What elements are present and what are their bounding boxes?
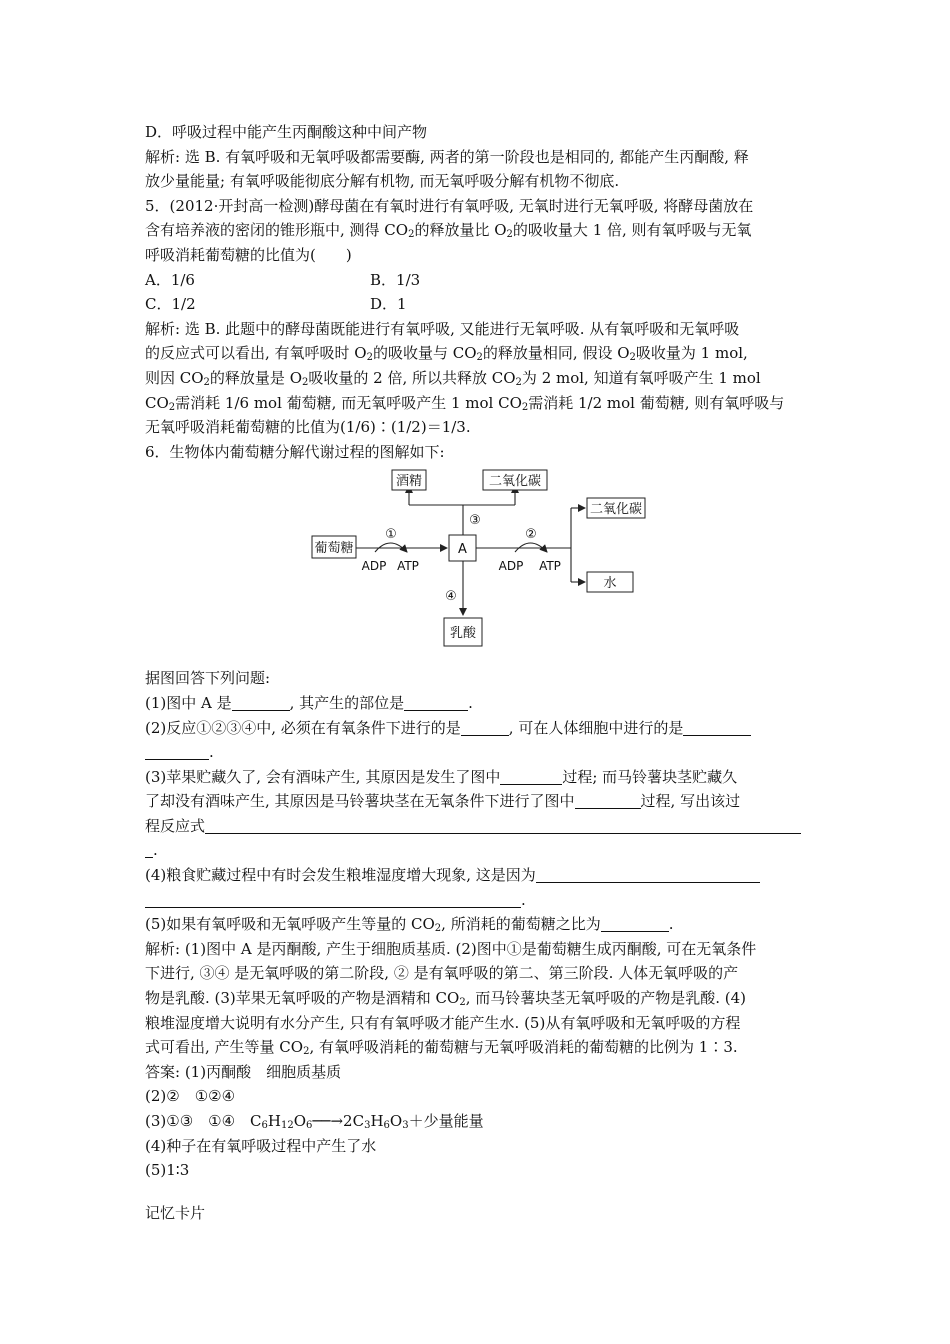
q6-part1: (1)图中 A 是 , 其产生的部位是 . — [145, 693, 473, 712]
q6-part2-line1: (2)反应①②③④中, 必须在有氧条件下进行的是 , 可在人体细胞中进行的是 — [145, 716, 810, 741]
answer-blank[interactable] — [683, 718, 751, 736]
q5-stem-line1: 5．(2012·开封高一检测)酵母菌在有氧时进行有氧呼吸, 无氧时进行无氧呼吸, 将酵母菌放在 — [145, 196, 754, 215]
atp-label-2: ATP — [539, 559, 561, 574]
metabolism-diagram-svg — [145, 468, 810, 664]
q5-options-row1 — [145, 268, 810, 293]
answer-blank[interactable] — [404, 693, 468, 711]
q6-stem: 6．生物体内葡萄糖分解代谢过程的图解如下: — [145, 442, 445, 461]
q5-analysis-line3: 则因 $CO_2$的释放量是 $O_2$吸收量的 2 倍, 所以共释放 $CO_2$为 2 mol, 知道有氧呼吸产生 1 mol — [145, 368, 761, 388]
footer-memory-card: 记忆卡片 — [145, 1203, 206, 1222]
q6-part2-line2: . — [145, 740, 810, 765]
q5-option-d: D．1 — [370, 295, 407, 314]
q6-part4-line2: . — [145, 888, 810, 913]
q5-analysis-line1: 解析: 选 B. 此题中的酵母菌既能进行有氧呼吸, 又能进行无氧呼吸. 从有氧呼吸和无氧呼吸 — [145, 319, 740, 338]
q4-option-d: D．呼吸过程中能产生丙酮酸这种中间产物 — [145, 123, 428, 141]
lactic-label: 乳酸 — [449, 626, 477, 642]
answer-blank[interactable] — [205, 816, 801, 834]
q6-answer-3: (3)①③ ①④ $C_6H_{12}O_6──\to 2C_3H_6O_3+$少量能量 — [145, 1112, 484, 1131]
q5-option-c: C．1/2 — [145, 295, 196, 314]
a-label: A — [458, 542, 467, 558]
atp-label-1: ATP — [397, 559, 419, 574]
q6-part5: (5)如果有氧呼吸和无氧呼吸产生等量的 $CO_2$, 所消耗的葡萄糖之比为 . — [145, 915, 674, 935]
q6-answer-4: (4)种子在有氧呼吸过程中产生了水 — [145, 1136, 377, 1155]
q5-stem-line3: 呼吸消耗葡萄糖的比值为( ) — [145, 245, 352, 264]
q6-analysis-line2: 下进行, ③④ 是无氧呼吸的第二阶段, ② 是有氧呼吸的第二、第三阶段. 人体无氧呼吸的产 — [145, 964, 739, 983]
answer-blank[interactable] — [145, 742, 209, 760]
q6-intro: 据图回答下列问题: — [145, 669, 271, 688]
adp-label-2: ADP — [498, 559, 524, 574]
q6-analysis-line4: 粮堆湿度增大说明有水分产生, 只有有氧呼吸才能产生水. (5)从有氧呼吸和无氧呼吸的方程 — [145, 1013, 741, 1032]
step-1-label: ① — [385, 527, 397, 543]
step-4-label: ④ — [445, 589, 457, 605]
answer-blank[interactable] — [575, 791, 641, 809]
q6-part3-line1: (3)苹果贮藏久了, 会有酒味产生, 其原因是发生了图中 过程; 而马铃薯块茎贮藏久 — [145, 767, 738, 786]
q4-analysis-line2: 放少量能量; 有氧呼吸能彻底分解有机物, 而无氧呼吸分解有机物不彻底. — [145, 172, 620, 191]
answer-blank[interactable] — [461, 718, 509, 736]
q6-part4-line1: (4)粮食贮藏过程中有时会发生粮堆湿度增大现象, 这是因为 — [145, 863, 810, 888]
document-page — [145, 120, 810, 1225]
q6-part3-line3: 程反应式 — [145, 814, 810, 839]
co2-right-label: 二氧化碳 — [589, 502, 643, 518]
alcohol-label: 酒精 — [395, 474, 423, 490]
q6-answer-1: 答案: (1)丙酮酸 细胞质基质 — [145, 1062, 342, 1081]
q6-answer-2: (2)② ①②④ — [145, 1087, 236, 1106]
step-2-label: ② — [525, 527, 537, 543]
q5-analysis-line2: 的反应式可以看出, 有氧呼吸时 $O_2$的吸收量与 $CO_2$的释放量相同, 假设 $O_2$吸收量为 1 mol, — [145, 344, 748, 364]
answer-blank[interactable] — [145, 890, 521, 908]
step-3-label: ③ — [469, 513, 481, 529]
co2-top-label: 二氧化碳 — [488, 474, 542, 490]
q6-analysis-line1: 解析: (1)图中 A 是丙酮酸, 产生于细胞质基质. (2)图中①是葡萄糖生成丙酮酸, 可在无氧条件 — [145, 939, 757, 958]
q6-answer-5: (5)1∶3 — [145, 1161, 190, 1180]
answer-blank[interactable] — [536, 865, 760, 883]
q6-analysis-line3: 物是乳酸. (3)苹果无氧呼吸的产物是酒精和 $CO_2$, 而马铃薯块茎无氧呼吸的产物是乳酸. (4) — [145, 989, 747, 1009]
water-label: 水 — [603, 576, 617, 592]
glucose-label: 葡萄糖 — [314, 541, 354, 557]
answer-blank[interactable] — [232, 693, 290, 711]
metabolism-diagram — [145, 468, 810, 664]
answer-blank[interactable] — [145, 840, 153, 858]
answer-blank[interactable] — [500, 767, 562, 785]
q6-part3-line2: 了却没有酒味产生, 其原因是马铃薯块茎在无氧条件下进行了图中 过程, 写出该过 — [145, 792, 741, 811]
q5-option-b: B．1/3 — [370, 270, 421, 289]
q6-analysis-line5: 式可看出, 产生等量 $CO_2$, 有氧呼吸消耗的葡萄糖与无氧呼吸消耗的葡萄糖的比例为 1∶3. — [145, 1038, 738, 1058]
q5-analysis-line4: $CO_2$需消耗 1/6 mol 葡萄糖, 而无氧呼吸产生 1 mol $CO_2$需消耗 1/2 mol 葡萄糖, 则有氧呼吸与 — [145, 393, 785, 413]
q5-analysis-line5: 无氧呼吸消耗葡萄糖的比值为(1/6)∶(1/2)＝1/3. — [145, 418, 471, 437]
q5-option-a: A．1/6 — [145, 270, 195, 289]
answer-blank[interactable] — [601, 914, 669, 932]
q6-part3-line4: . — [145, 838, 810, 863]
adp-label-1: ADP — [361, 559, 387, 574]
q5-stem-line2: 含有培养液的密闭的锥形瓶中, 测得 $CO_2$的释放量比 $O_2$的吸收量大 1 倍, 则有氧呼吸与无氧 — [145, 221, 752, 241]
q5-options-row2 — [145, 292, 810, 317]
q4-analysis-line1: 解析: 选 B. 有氧呼吸和无氧呼吸都需要酶, 两者的第一阶段也是相同的, 都能产生丙酮酸, 释 — [145, 147, 749, 166]
